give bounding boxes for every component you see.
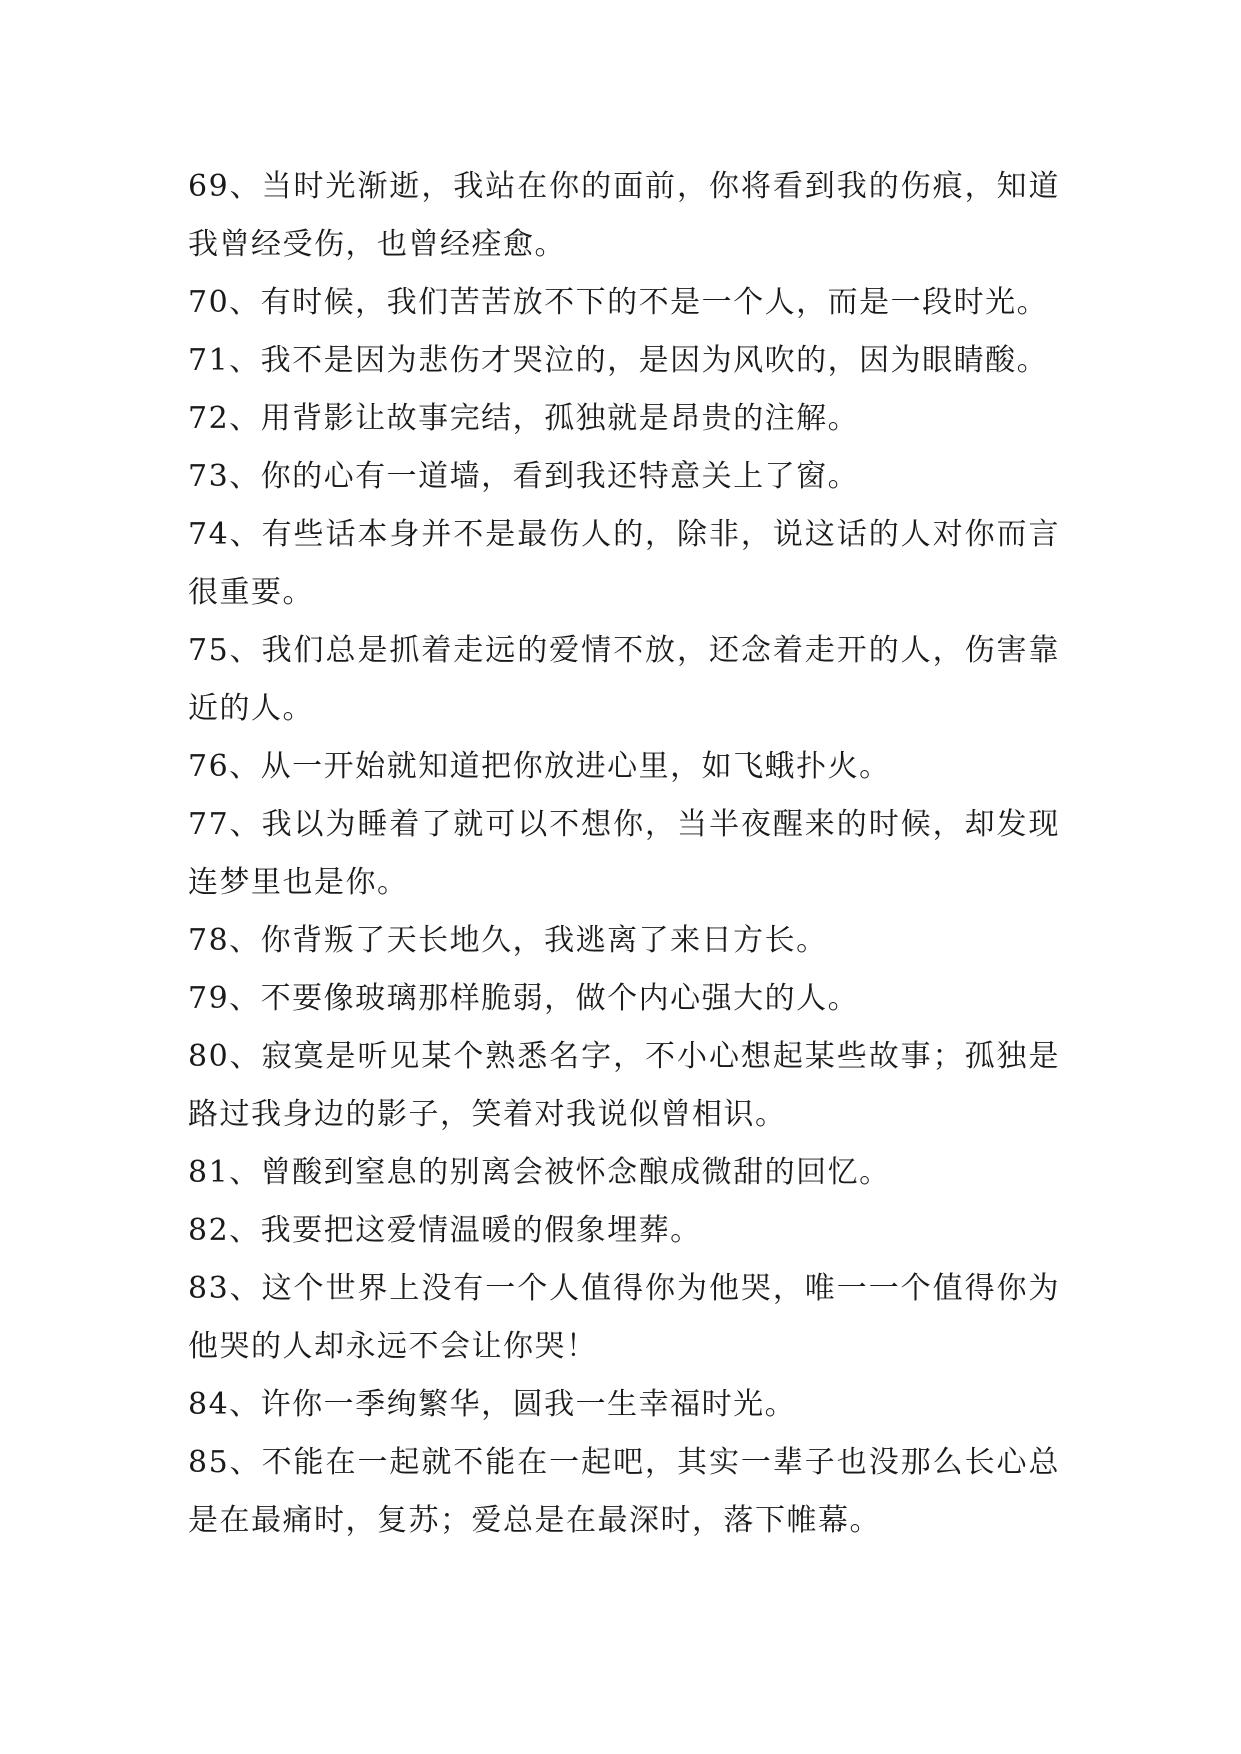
quote-74: 74、有些话本身并不是最伤人的，除非，说这话的人对你而言很重要。	[188, 517, 1060, 610]
quote-72: 72、用背影让故事完结，孤独就是昂贵的注解。	[188, 401, 860, 436]
quote-75: 75、我们总是抓着走远的爱情不放，还念着走开的人，伤害靠近的人。	[188, 633, 1060, 726]
quote-82: 82、我要把这爱情温暖的假象埋葬。	[188, 1213, 702, 1248]
quote-71: 71、我不是因为悲伤才哭泣的，是因为风吹的，因为眼睛酸。	[188, 343, 1049, 378]
quote-84: 84、许你一季绚繁华，圆我一生幸福时光。	[188, 1387, 797, 1422]
quote-85: 85、不能在一起就不能在一起吧，其实一辈子也没那么长心总是在最痛时，复苏；爱总是在最深时，落下帷幕。	[188, 1445, 1060, 1538]
quote-77: 77、我以为睡着了就可以不想你，当半夜醒来的时候，却发现连梦里也是你。	[188, 807, 1060, 900]
quote-81: 81、曾酸到窒息的别离会被怀念酿成微甜的回忆。	[188, 1155, 891, 1190]
quote-79: 79、不要像玻璃那样脆弱，做个内心强大的人。	[188, 981, 860, 1016]
quote-83: 83、这个世界上没有一个人值得你为他哭，唯一一个值得你为他哭的人却永远不会让你哭！	[188, 1271, 1060, 1364]
quote-69: 69、当时光渐逝，我站在你的面前，你将看到我的伤痕，知道我曾经受伤，也曾经痊愈。	[188, 169, 1060, 262]
document-body	[188, 158, 1060, 1550]
quote-73: 73、你的心有一道墙，看到我还特意关上了窗。	[188, 459, 860, 494]
quote-78: 78、你背叛了天长地久，我逃离了来日方长。	[188, 923, 828, 958]
quote-70: 70、有时候，我们苦苦放不下的不是一个人，而是一段时光。	[188, 285, 1049, 320]
quote-76: 76、从一开始就知道把你放进心里，如飞蛾扑火。	[188, 749, 891, 784]
quote-80: 80、寂寞是听见某个熟悉名字，不小心想起某些故事；孤独是路过我身边的影子，笑着对我说似曾相识。	[188, 1039, 1060, 1132]
